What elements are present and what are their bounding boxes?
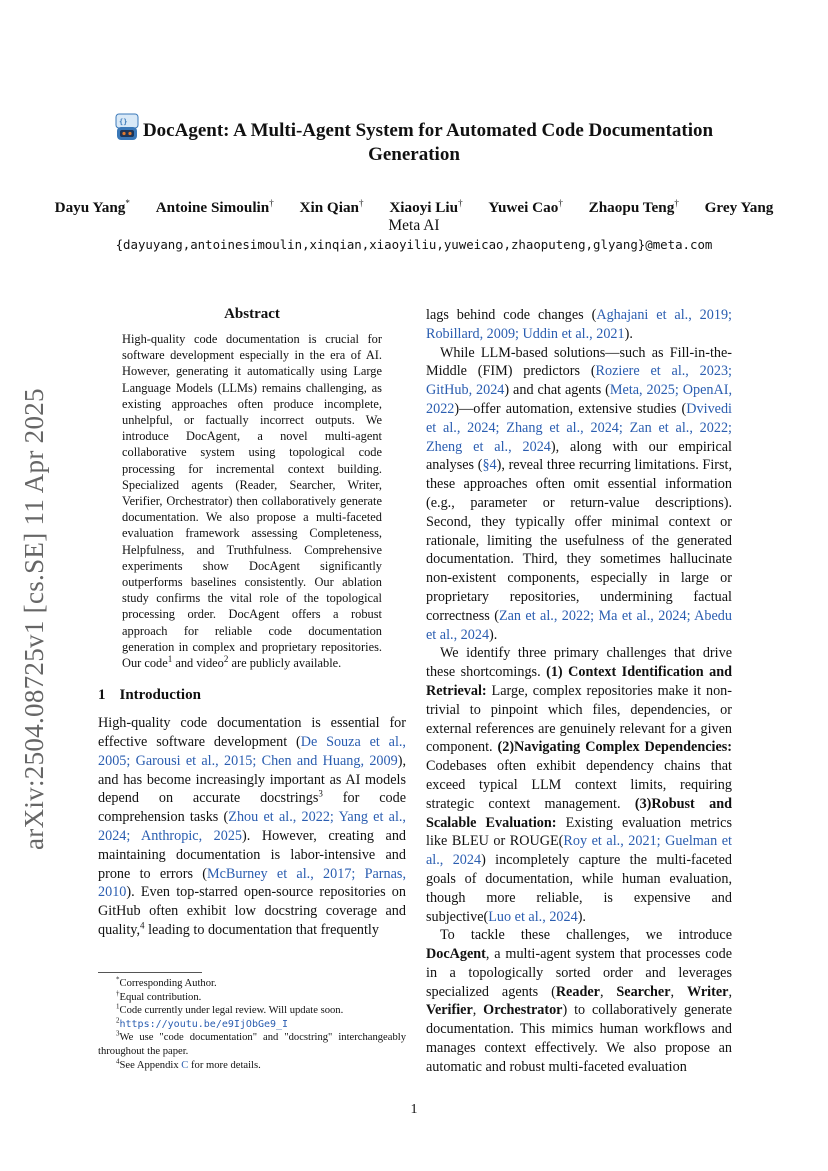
footnote: $^4$See Appendix C for more details. (116, 1057, 261, 1071)
title-block (0, 112, 828, 167)
body-paragraph: We identify three primary challenges that drive these shortcomings. (1) Context Identification and Retrieval: Large, complex repositories make it non-trivial to pinpoint which files, dependencies, or external references are genuinely relevant for a given component. (2)Navigating Complex Dependencies: Codebases often exhibit dependency chains that exceed typical LLM context limits, requiring strategic context management. (3)Robust and Scalable Evaluation: Existing evaluation metrics like BLEU or ROUGE(Roy et al., 2021; Guelman et al., 2024) incompletely capture the multi-faceted goals of documentation, while human evaluation, though more reliable, is expensive and subjective(Luo et al., 2024). (426, 645, 733, 925)
abstract-heading: Abstract (224, 306, 280, 322)
robot-logo-icon (115, 112, 139, 142)
author: Zhaopu Teng† (588, 197, 679, 216)
appendix-link[interactable]: C (181, 1059, 189, 1071)
citation-link[interactable]: Roy et al., 2021; Guelman et al., 2024 (426, 833, 732, 869)
title-line-2: Generation (368, 144, 460, 165)
footnote: $^1$Code currently under legal review. Will update soon. (116, 1002, 344, 1017)
body-paragraph: lags behind code changes (Aghajani et al., 2019; Robillard, 2009; Uddin et al., 2021). (426, 307, 732, 342)
paper-title (0, 112, 828, 143)
author: Xiaoyi Liu† (389, 197, 463, 216)
arxiv-stamp (14, 370, 54, 850)
citation-link[interactable]: Zan et al., 2022; Ma et al., 2024; Abedu et al., 2024 (426, 607, 732, 643)
author-list (0, 199, 828, 217)
title-line-1: DocAgent: A Multi-Agent System for Automated Code Documentation (142, 120, 714, 141)
citation-link[interactable]: Dvivedi et al., 2024; Zhang et al., 2024; Zan et al., 2022; Zheng et al., 2024 (426, 400, 732, 455)
footnote-rule (98, 972, 202, 973)
author: Xin Qian† (299, 197, 364, 216)
citation-link[interactable]: Roziere et al., 2023; GitHub, 2024 (426, 363, 732, 399)
footnote: *Corresponding Author. (116, 975, 217, 989)
body-paragraph: While LLM-based solutions—such as Fill-in-the-Middle (FIM) predictors (Roziere et al., 2023; GitHub, 2024) and chat agents (Meta, 2025; OpenAI, 2022)—offer automation, extensive studies (Dvivedi et al., 2024; Zhang et al., 2024; Zan et al., 2022; Zheng et al., 2024), along with our empirical analyses (§4), reveal three recurring limitations. First, these approaches often omit essential information (e.g., parameter or return-value descriptions). Second, they typically offer minimal context or rationale, limiting the usefulness of the generated documentation. Third, they sometimes hallucinate non-existent components, especially in large or proprietary repositories, undermining factual correctness (Zan et al., 2022; Ma et al., 2024; Abedu et al., 2024). (426, 344, 733, 643)
author-emails: {dayuyang,antoinesimoulin,xinqian,xiaoyiliu,yuweicao,zhaoputeng,glyang}@meta.com (115, 237, 713, 252)
citation-link[interactable]: Zhou et al., 2022; Yang et al., 2024; Anthropic, 2025 (98, 809, 406, 845)
affiliation: Meta AI (388, 217, 440, 234)
footnote: $^2$https://youtu.be/e9IjObGe9_I (116, 1016, 289, 1030)
author: Antoine Simoulin† (155, 197, 274, 216)
footnotes (98, 972, 406, 1072)
citation-link[interactable]: Luo et al., 2024 (488, 908, 578, 925)
author: Grey Yang (704, 199, 774, 216)
footnote: †Equal contribution. (116, 989, 202, 1003)
citation-link[interactable]: Meta, 2025; OpenAI, 2022 (426, 382, 733, 417)
section-link[interactable]: §4 (482, 457, 497, 474)
section-heading-introduction: 1 Introduction (98, 687, 201, 704)
citation-link[interactable]: De Souza et al., 2005; Garousi et al., 2015; Chen and Huang, 2009 (98, 734, 406, 769)
footnote: $^3$We use "code documentation" and "docstring" interchangeably throughout the paper. (98, 1029, 406, 1057)
video-link[interactable]: https://youtu.be/e9IjObGe9_I (119, 1018, 289, 1030)
left-column (98, 306, 406, 940)
page-number: 1 (410, 1102, 418, 1117)
svg-text:{}: {} (118, 118, 128, 126)
abstract-text: High-quality code documentation is crucial for software development especially in the era of AI. However, generating it automatically using Large Language Models (LLMs) remains challenging, as existing approaches often produce incomplete, unhelpful, or factually incorrect outputs. We introduce DocAgent, a novel multi-agent collaborative system using topological code processing for incremental context building. Specialized agents (Reader, Searcher, Writer, Verifier, Orchestrator) then collaboratively generate documentation. We also propose a multi-faceted evaluation framework assessing Completeness, Helpfulness, and Truthfulness. Comprehensive experiments show DocAgent significantly outperforms baselines consistently. Our ablation study confirms the vital role of the topological processing order. DocAgent offers a robust approach for reliable code documentation generation in complex and proprietary repositories. Our code$^1$ and video$^2$ are publicly available. (122, 332, 382, 671)
citation-link[interactable]: McBurney et al., 2017; Parnas, 2010 (98, 865, 406, 901)
intro-paragraph: High-quality code documentation is essential for effective software development (De Souza et al., 2005; Garousi et al., 2015; Chen and Huang, 2009), and has become increasingly important as AI models depend on accurate docstrings$^3$ for code comprehension tasks (Zhou et al., 2022; Yang et al., 2024; Anthropic, 2025). However, creating and maintaining documentation is labor-intensive and prone to errors (McBurney et al., 2017; Parnas, 2010). Even top-starred open-source repositories on GitHub often exhibit low docstring coverage and quality,$^4$ leading to documentation that frequently (98, 715, 407, 939)
author: Dayu Yang* (54, 197, 130, 216)
right-column (426, 306, 732, 1077)
body-paragraph: To tackle these challenges, we introduce DocAgent, a multi-agent system that processes code in a topologically sorted order and leverages specialized agents (Reader, Searcher, Writer, Verifier, Orchestrator) to collaboratively generate documentation. This mimics human workflows and manages context effectively. We also propose an automatic and robust multi-faceted evaluation (426, 927, 732, 1075)
arxiv-stamp-text: arXiv:2504.08725v1 [cs.SE] 11 Apr 2025 (19, 388, 49, 850)
author: Yuwei Cao† (488, 197, 563, 216)
citation-link[interactable]: Aghajani et al., 2019; Robillard, 2009; Uddin et al., 2021 (426, 307, 732, 342)
